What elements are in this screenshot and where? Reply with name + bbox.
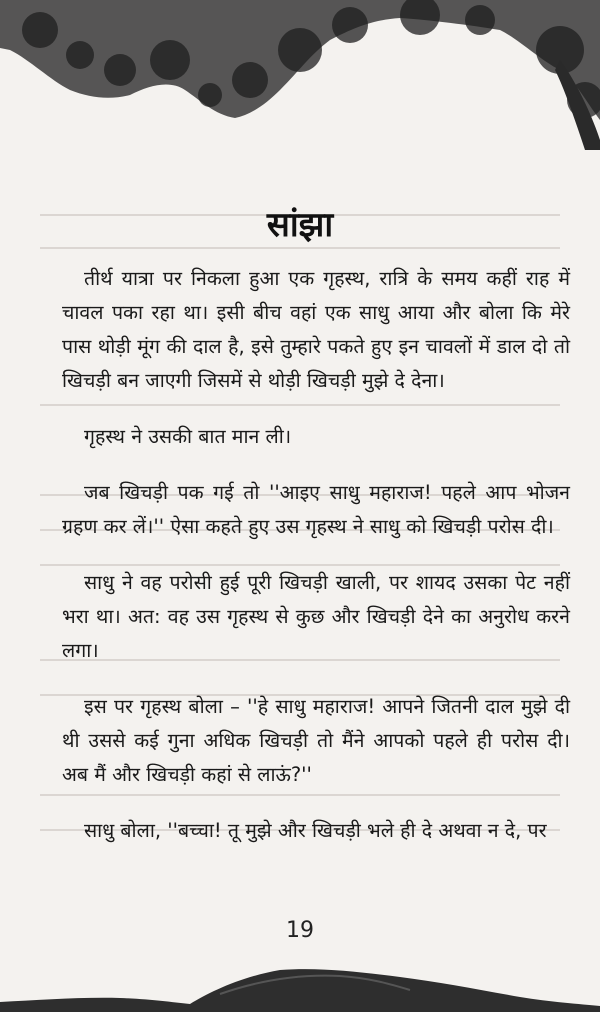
paragraph: इस पर गृहस्थ बोला – ''हे साधु महाराज! आपने जितनी दाल मुझे दी थी उससे कई गुना अधिक खिचड़ी तो मैंने आपको पहले ही परोस दी। अब मैं और खिचड़ी कहां से लाऊं?'': [62, 695, 570, 786]
page-title: सांझा: [266, 205, 334, 245]
hill-illustration: [0, 932, 600, 1012]
tree-branches-illustration: [0, 0, 600, 150]
story-text: [62, 262, 570, 870]
paragraph: साधु ने वह परोसी हुई पूरी खिचड़ी खाली, पर शायद उसका पेट नहीं भरा था। अत: वह उस गृहस्थ से कुछ और खिचड़ी देने का अनुरोध करने लगा।: [62, 571, 570, 662]
paragraph: गृहस्थ ने उसकी बात मान ली।: [84, 425, 292, 448]
paragraph: जब खिचड़ी पक गई तो ''आइए साधु महाराज! पहले आप भोजन ग्रहण कर लें।'' ऐसा कहते हुए उस गृहस्थ ने साधु को खिचड़ी परोस दी।: [62, 481, 570, 538]
paragraph: तीर्थ यात्रा पर निकला हुआ एक गृहस्थ, रात्रि के समय कहीं राह में चावल पका रहा था। इसी बीच वहां एक साधु आया और बोला कि मेरे पास थोड़ी मूंग की दाल है, इसे तुम्हारे पकते हुए इन चावलों में डाल दो तो खिचड़ी बन जाएगी जिसमें से थोड़ी खिचड़ी मुझे दे देना।: [62, 267, 570, 392]
page-number: 19: [286, 918, 314, 943]
paragraph: साधु बोला, ''बच्चा! तू मुझे और खिचड़ी भले ही दे अथवा न दे, पर: [84, 819, 547, 842]
